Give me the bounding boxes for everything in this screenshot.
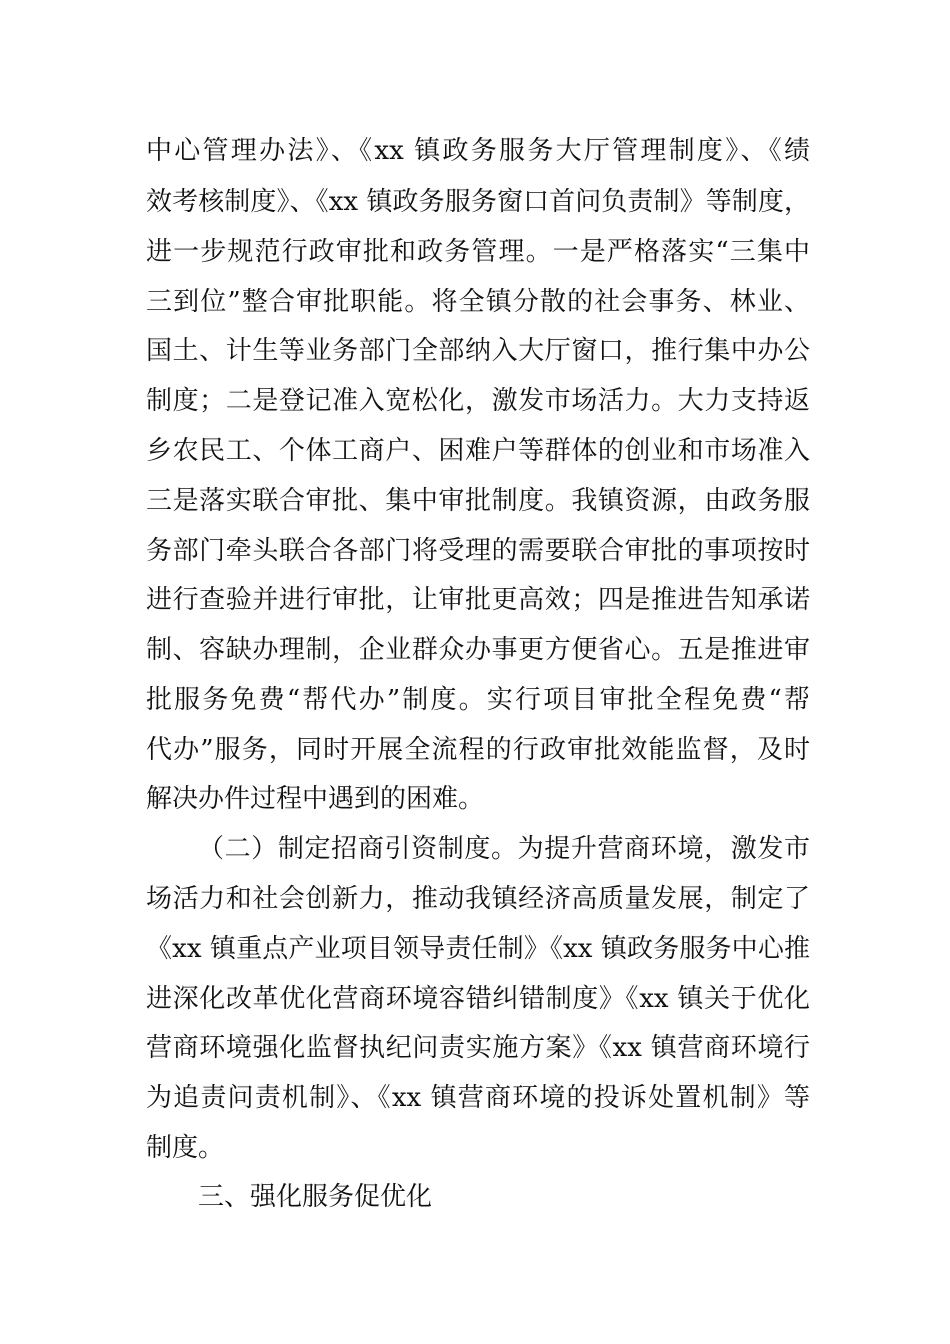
paragraph-line: 为追责问责机制》、《xx 镇营商环境的投诉处置机制》等	[146, 1083, 810, 1113]
paragraph-line: 解决办件过程中遇到的困难。	[146, 784, 485, 814]
paragraph-line: 批服务免费“帮代办”制度。实行项目审批全程免费“帮	[146, 685, 810, 715]
paragraph-line: 场活力和社会创新力，推动我镇经济高质量发展，制定了	[146, 884, 810, 914]
paragraph-line: 乡农民工、个体工商户、困难户等群体的创业和市场准入	[146, 436, 810, 466]
paragraph-line: 务部门牵头联合各部门将受理的需要联合审批的事项按时	[146, 536, 810, 566]
paragraph-line: 国土、计生等业务部门全部纳入大厅窗口，推行集中办公	[146, 336, 810, 366]
paragraph-line: 进一步规范行政审批和政务管理。一是严格落实“三集中	[146, 237, 810, 267]
paragraph-line: 制、容缺办理制，企业群众办事更方便省心。五是推进审	[146, 635, 810, 665]
paragraph-line: 进行查验并进行审批，让审批更高效；四是推进告知承诺	[146, 585, 810, 615]
section-heading: 三、强化服务促优化	[198, 1182, 433, 1212]
paragraph-line: 营商环境强化监督执纪问责实施方案》《xx 镇营商环境行	[146, 1033, 810, 1063]
paragraph-line: （二）制定招商引资制度。为提升营商环境，激发市	[198, 834, 810, 864]
paragraph-line: 三是落实联合审批、集中审批制度。我镇资源，由政务服	[146, 486, 810, 516]
paragraph-line: 制度。	[146, 1133, 225, 1163]
paragraph-line: 进深化改革优化营商环境容错纠错制度》《xx 镇关于优化	[146, 984, 810, 1014]
paragraph-line: 中心管理办法》、《xx 镇政务服务大厅管理制度》、《绩	[146, 136, 810, 166]
paragraph-line: 《xx 镇重点产业项目领导责任制》《xx 镇政务服务中心推	[146, 934, 810, 964]
paragraph-line: 代办”服务，同时开展全流程的行政审批效能监督，及时	[146, 735, 810, 765]
paragraph-line: 三到位”整合审批职能。将全镇分散的社会事务、林业、	[146, 287, 810, 317]
paragraph-line: 效考核制度》、《xx 镇政务服务窗口首问负责制》等制度，	[146, 187, 810, 217]
paragraph-line: 制度；二是登记准入宽松化，激发市场活力。大力支持返	[146, 386, 810, 416]
